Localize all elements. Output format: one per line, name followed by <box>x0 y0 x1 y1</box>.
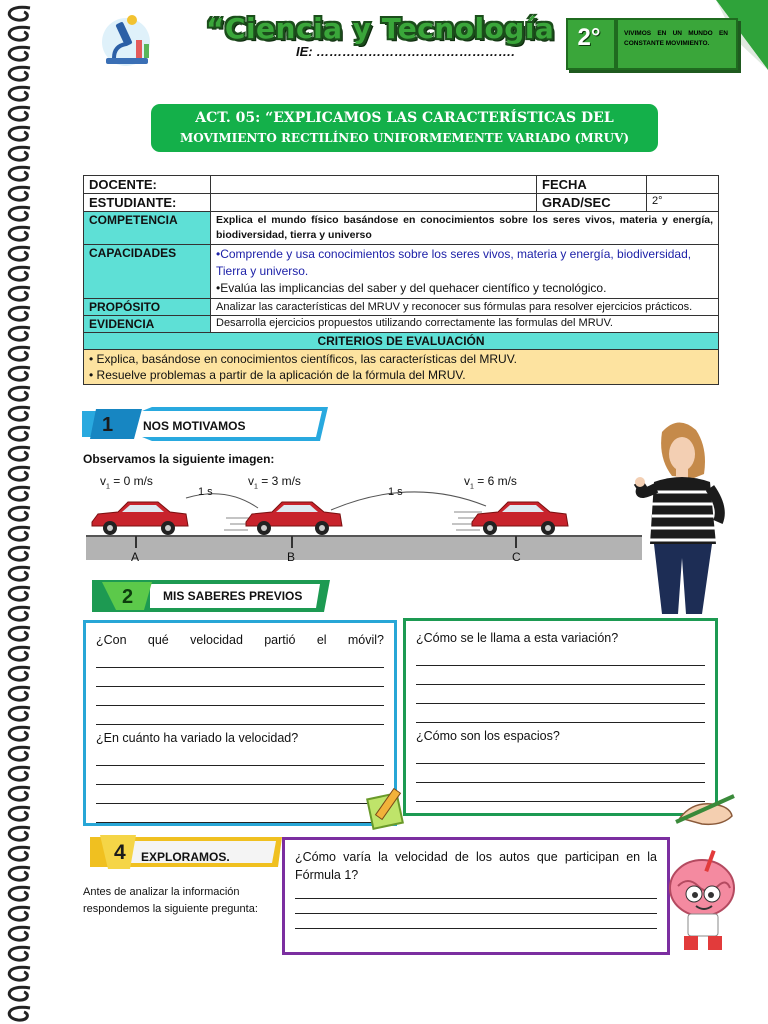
gradsec-value: 2° <box>647 194 719 212</box>
answer-line[interactable] <box>295 914 657 929</box>
fecha-value[interactable] <box>647 176 719 194</box>
criterios-header: CRITERIOS DE EVALUACIÓN <box>84 333 719 350</box>
motto-text: VIVIMOS EN UN MUNDO EN CONSTANTE MOVIMIENTO. <box>624 30 728 47</box>
evidencia-label: EVIDENCIA <box>84 316 211 333</box>
velocity-label-b: $v_1 = 3$ m/s <box>248 474 301 491</box>
section1-number: 1 <box>102 414 114 436</box>
answer-line[interactable] <box>96 649 384 668</box>
criterio-1: • Explica, basándose en conocimientos científicos, las características del MRUV. <box>89 352 517 366</box>
question-3: ¿Cómo se le llama a esta variación? <box>416 631 619 645</box>
answer-line[interactable] <box>96 785 384 804</box>
answer-line[interactable] <box>416 745 705 764</box>
section4-number: 4 <box>114 841 126 864</box>
competencia-label: COMPETENCIA <box>84 212 211 245</box>
activity-title-line1: ACT. 05: “EXPLICAMOS LAS CARACTERÍSTICAS DEL <box>195 110 614 126</box>
time-label-ab: 1 s <box>198 486 213 498</box>
answer-line[interactable] <box>295 899 657 914</box>
road <box>86 536 642 560</box>
section2-title: MIS SABERES PREVIOS <box>163 589 303 603</box>
section4-title: EXPLORAMOS. <box>141 850 230 864</box>
grade-label: 2° <box>577 24 601 51</box>
estudiante-label: ESTUDIANTE: <box>84 194 211 212</box>
time-label-bc: 1 s <box>388 486 403 498</box>
explore-question-box <box>282 837 670 955</box>
point-a-label: A <box>131 550 140 564</box>
answer-line[interactable] <box>96 804 384 823</box>
answer-line[interactable] <box>416 764 705 783</box>
brain-mascot-icon <box>664 846 744 958</box>
section2-number: 2 <box>122 586 134 608</box>
microscope-icon <box>96 10 158 68</box>
estudiante-value[interactable] <box>211 194 537 212</box>
motion-figure <box>86 470 642 570</box>
questions-box-right <box>403 618 718 816</box>
spiral-binding-icon <box>0 0 46 1024</box>
fecha-label: FECHA <box>537 176 647 194</box>
answer-line[interactable] <box>416 685 705 704</box>
proposito-label: PROPÓSITO <box>84 299 211 316</box>
criterios-body <box>84 350 719 385</box>
capacidades-label: CAPACIDADES <box>84 245 211 299</box>
answer-line[interactable] <box>96 668 384 687</box>
question-1: ¿Con qué velocidad partió el móvil? <box>96 633 384 647</box>
evidencia-value: Desarrolla ejercicios propuestos utilizando correctamente las formulas del MRUV. <box>211 316 719 333</box>
answer-line[interactable] <box>416 666 705 685</box>
explore-question: ¿Cómo varía la velocidad de los autos que participan en la Fórmula 1? <box>295 850 657 882</box>
docente-value[interactable] <box>211 176 537 194</box>
info-table <box>83 175 719 385</box>
velocity-label-a: $v_1 = 0$ m/s <box>100 474 153 491</box>
questions-box-left <box>83 620 397 826</box>
capacidad-2: •Evalúa las implicancias del saber y del quehacer científico y tecnológico. <box>216 281 607 295</box>
answer-line[interactable] <box>416 783 705 802</box>
answer-line[interactable] <box>96 766 384 785</box>
student-girl-icon <box>632 418 728 614</box>
criterio-2: • Resuelve problemas a partir de la aplicación de la fórmula del MRUV. <box>89 368 466 382</box>
velocity-label-c: $v_1 = 6$ m/s <box>464 474 517 491</box>
gradsec-label: GRAD/SEC <box>537 194 647 212</box>
answer-line[interactable] <box>295 884 657 899</box>
question-2: ¿En cuánto ha variado la velocidad? <box>96 731 299 745</box>
capacidades-cell <box>211 245 719 299</box>
institution-field: IE: ………………………………………. <box>296 44 515 59</box>
section1-title: NOS MOTIVAMOS <box>143 419 246 433</box>
point-b-label: B <box>287 550 296 564</box>
writing-hand-icon <box>672 788 738 828</box>
point-c-label: C <box>512 550 521 564</box>
answer-line[interactable] <box>96 706 384 725</box>
answer-line[interactable] <box>96 687 384 706</box>
observe-prompt: Observamos la siguiente imagen: <box>83 452 275 466</box>
answer-line[interactable] <box>96 747 384 766</box>
capacidad-1: •Comprende y usa conocimientos sobre los seres vivos, materia y energía, biodiversidad, Tierra y universo. <box>216 247 692 278</box>
car-icon <box>246 502 342 535</box>
page-title: “Ciencia y Tecnología <box>206 12 555 45</box>
competencia-value: Explica el mundo físico basándose en conocimientos sobre los seres vivos, materia y energía, biodiversidad, tierra y universo <box>211 212 719 245</box>
car-icon <box>472 502 568 535</box>
question-4: ¿Cómo son los espacios? <box>416 729 560 743</box>
activity-title-line2: MOVIMIENTO RECTILÍNEO UNIFORMEMENTE VARIADO (MRUV) <box>179 131 630 145</box>
car-icon <box>92 502 188 535</box>
docente-label: DOCENTE: <box>84 176 211 194</box>
proposito-value: Analizar las características del MRUV y reconocer sus fórmulas para resolver ejercicios prácticos. <box>211 299 719 316</box>
answer-line[interactable] <box>416 704 705 723</box>
answer-line[interactable] <box>416 647 705 666</box>
explore-intro: Antes de analizar la información respondemos la siguiente pregunta: <box>83 886 258 915</box>
notepad-pencil-icon <box>366 786 410 830</box>
